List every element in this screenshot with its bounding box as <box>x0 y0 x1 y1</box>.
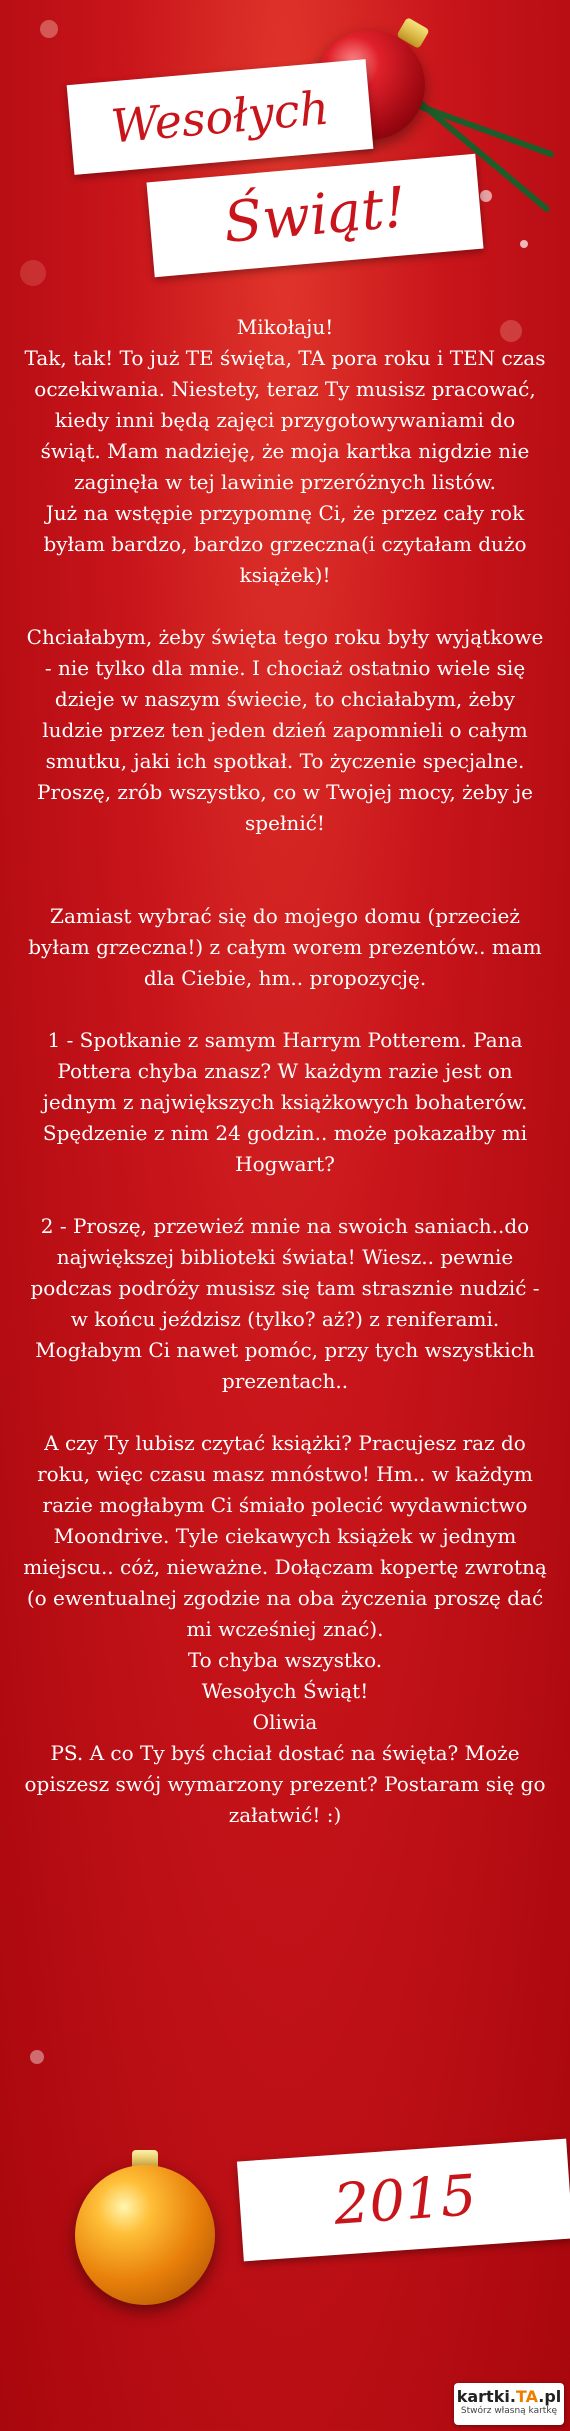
letter-wish-2: 2 - Proszę, przewieź mnie na swoich saniach..do największej biblioteki świata! Wiesz.. pewnie podczas podróży musisz się tam strasznie nudzić - w końcu jeździsz (tylko? aż?) z reniferami. Mogłabym Ci nawet pomóc, przy tych wszystkich prezentach.. <box>30 1214 540 1393</box>
gold-bauble-icon <box>75 2165 215 2305</box>
bokeh-light <box>40 20 58 38</box>
letter-signature: Oliwia <box>252 1710 318 1734</box>
bokeh-light <box>20 260 46 286</box>
letter-closing: Wesołych Świąt! <box>201 1679 369 1703</box>
letter-postscript: PS. A co Ty byś chciał dostać na święta? Może opiszesz swój wymarzony prezent? Postaram się go załatwić! :) <box>24 1741 546 1827</box>
header-ribbon <box>67 59 374 175</box>
letter-paragraph: Tak, tak! To już TE święta, TA pora roku i TEN czas oczekiwania. Niestety, teraz Ty musisz pracować, kiedy inni będą zajęci przygotowywaniami do świąt. Mam nadzieję, że moja kartka nigdzie nie zaginęła w tej lawinie przeróżnych listów. <box>24 346 546 494</box>
year-ribbon <box>237 2139 570 2262</box>
letter-body <box>22 312 548 1831</box>
letter-paragraph: A czy Ty lubisz czytać książki? Pracujesz raz do roku, więc czasu masz mnóstwo! Hm.. w każdym razie mogłabym Ci śmiało polecić wydawnictwo Moondrive. Tyle ciekawych książek w jednym miejscu.. cóż, nieważne. Dołączam kopertę zwrotną (o ewentualnej zgodzie na oba życzenia proszę dać mi wcześniej znać). <box>23 1431 547 1641</box>
header-title-line2: Świąt! <box>221 175 409 256</box>
header-title-line1: Wesołych <box>108 80 332 154</box>
brand-tagline: Stwórz własną kartkę <box>460 2406 558 2416</box>
letter-paragraph: Zamiast wybrać się do mojego domu (przecież byłam grzeczna!) z całym worem prezentów.. mam dla Ciebie, hm.. propozycję. <box>28 904 542 990</box>
letter-paragraph: Już na wstępie przypomnę Ci, że przez cały rok byłam bardzo, bardzo grzeczna(i czytałam dużo książek)! <box>43 501 527 587</box>
brand-name: kartki.TA.pl <box>456 2387 562 2406</box>
year-label: 2015 <box>331 2162 479 2238</box>
letter-wish-1: 1 - Spotkanie z samym Harrym Potterem. Pana Pottera chyba znasz? W każdym razie jest on jednym z największych książkowych bohaterów. Spędzenie z nim 24 godzin.. może pokazałby mi Hogwart? <box>42 1028 528 1176</box>
letter-closing: To chyba wszystko. <box>187 1648 383 1672</box>
header-ribbon <box>146 154 483 277</box>
bokeh-light <box>480 190 492 202</box>
brand-logo[interactable] <box>454 2383 564 2425</box>
letter-paragraph: Chciałabym, żeby święta tego roku były wyjątkowe - nie tylko dla mnie. I chociaż ostatnio wiele się dzieje w naszym świecie, to chciałabym, żeby ludzie przez ten jeden dzień zapomnieli o całym smutku, jaki ich spotkał. To życzenie specjalne. Proszę, zrób wszystko, co w Twojej mocy, żeby je spełnić! <box>26 625 544 835</box>
bokeh-light <box>520 240 528 248</box>
bokeh-light <box>30 2050 44 2064</box>
letter-salutation: Mikołaju! <box>236 315 334 339</box>
